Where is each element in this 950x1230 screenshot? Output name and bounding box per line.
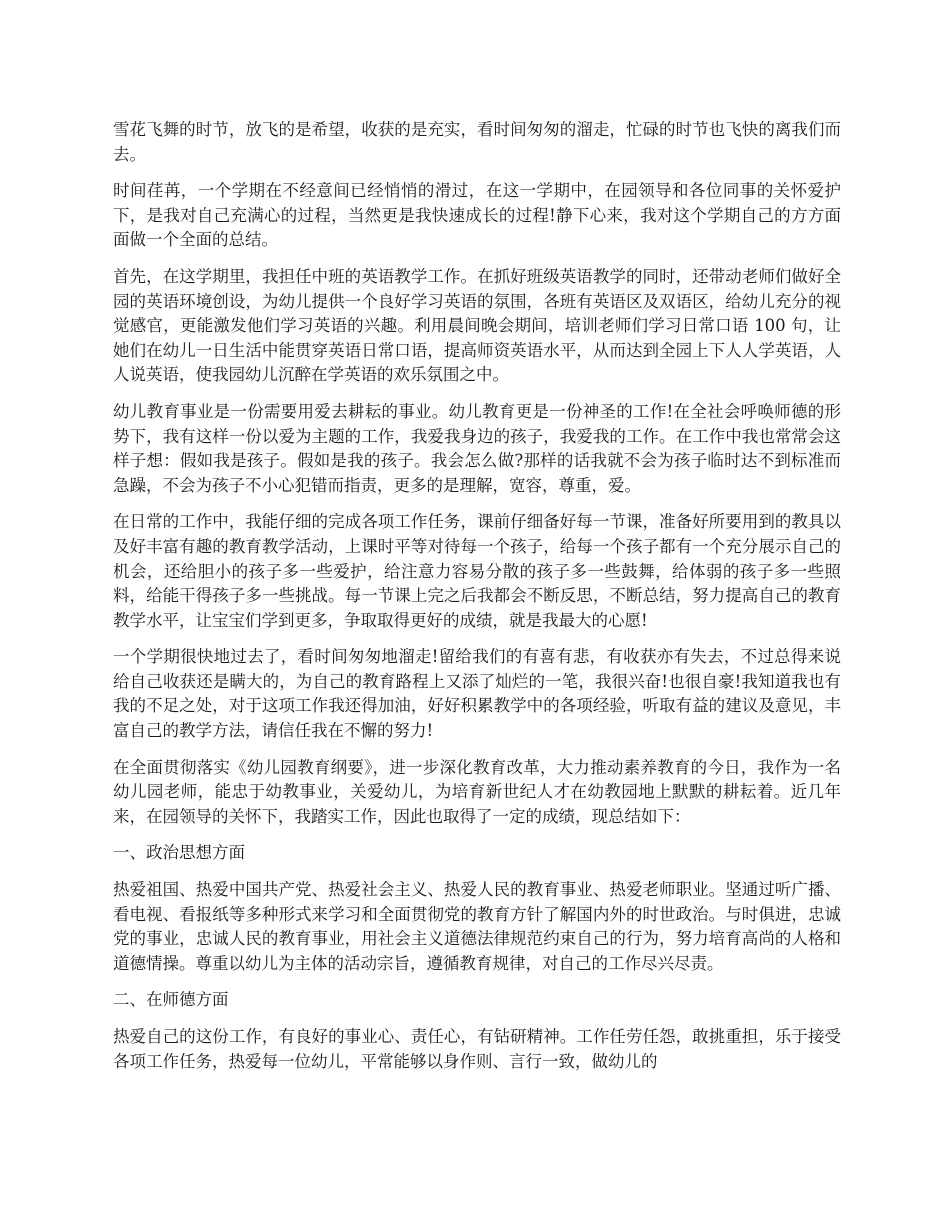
document-page (113, 118, 841, 1086)
paragraph-english-teaching: 首先，在这学期里，我担任中班的英语教学工作。在抓好班级英语教学的同时，还带动老师们做好全园的英语环境创设，为幼儿提供一个良好学习英语的氛围，各班有英语区及双语区，给幼儿充分的视觉感官，更能激发他们学习英语的兴趣。利用晨间晚会期间，培训老师们学习日常口语 100 句，让她们在幼儿一日生活中能贯穿英语日常口语，提高师资英语水平，从而达到全园上下人人学英语，人人说英语，使我园幼儿沉醉在学英语的欢乐氛围之中。 (113, 266, 841, 385)
paragraph-outline-intro: 在全面贯彻落实《幼儿园教育纲要》，进一步深化教育改革，大力推动素养教育的今日，我作为一名幼儿园老师，能忠于幼教事业，关爱幼儿，为培育新世纪人才在幼教园地上默默的耕耘着。近几年来，在园领导的关怀下，我踏实工作，因此也取得了一定的成绩，现总结如下： (113, 757, 841, 826)
paragraph-love-education: 幼儿教育事业是一份需要用爱去耕耘的事业。幼儿教育更是一份神圣的工作!在全社会呼唤师德的形势下，我有这样一份以爱为主题的工作，我爱我身边的孩子，我爱我的工作。在工作中我也常常会这样子想：假如我是孩子。假如是我的孩子。我会怎么做?那样的话我就不会为孩子临时达不到标准而急躁，不会为孩子不小心犯错而指责，更多的是理解，宽容，尊重，爱。 (113, 401, 841, 495)
paragraph-semester-reflection: 时间荏苒，一个学期在不经意间已经悄悄的滑过，在这一学期中，在园领导和各位同事的关怀爱护下，是我对自己充满心的过程，当然更是我快速成长的过程!静下心来，我对这个学期自己的方方面面做一个全面的总结。 (113, 181, 841, 250)
section-heading-political: 一、政治思想方面 (113, 843, 245, 863)
paragraph-daily-work: 在日常的工作中，我能仔细的完成各项工作任务，课前仔细备好每一节课，准备好所要用到的教具以及好丰富有趣的教育教学活动，上课时平等对待每一个孩子，给每一个孩子都有一个充分展示自己的机会，还给胆小的孩子多一些爱护，给注意力容易分散的孩子多一些鼓舞，给体弱的孩子多一些照料，给能干得孩子多一些挑战。每一节课上完之后我都会不断反思，不断总结，努力提高自己的教育教学水平，让宝宝们学到更多，争取取得更好的成绩，就是我最大的心愿! (113, 512, 841, 630)
section-heading-ethics: 二、在师德方面 (113, 990, 229, 1010)
paragraph-ethics: 热爱自己的这份工作，有良好的事业心、责任心，有钻研精神。工作任劳任怨，敢挑重担，乐于接受各项工作任务，热爱每一位幼儿，平常能够以身作则、言行一致，做幼儿的 (113, 1027, 841, 1071)
paragraph-political: 热爱祖国、热爱中国共产党、热爱社会主义、热爱人民的教育事业、热爱老师职业。坚通过听广播、看电视、看报纸等多种形式来学习和全面贯彻党的教育方针了解国内外的时世政治。与时俱进，忠诚党的事业，忠诚人民的教育事业，用社会主义道德法律规范约束自己的行为，努力培育高尚的人格和道德情操。尊重以幼儿为主体的活动宗旨，遵循教育规律，对自己的工作尽兴尽责。 (113, 880, 841, 973)
paragraph-semester-summary: 一个学期很快地过去了，看时间匆匆地溜走!留给我们的有喜有悲，有收获亦有失去，不过总得来说给自己收获还是瞒大的，为自己的教育路程上又添了灿烂的一笔，我很兴奋!也很自豪!我知道我也有我的不足之处，对于这项工作我还得加油，好好积累教学中的各项经验，听取有益的建议及意见，丰富自己的教学方法，请信任我在不懈的努力! (113, 647, 841, 741)
paragraph-intro: 雪花飞舞的时节，放飞的是希望，收获的是充实，看时间匆匆的溜走，忙碌的时节也飞快的离我们而去。 (113, 120, 841, 164)
